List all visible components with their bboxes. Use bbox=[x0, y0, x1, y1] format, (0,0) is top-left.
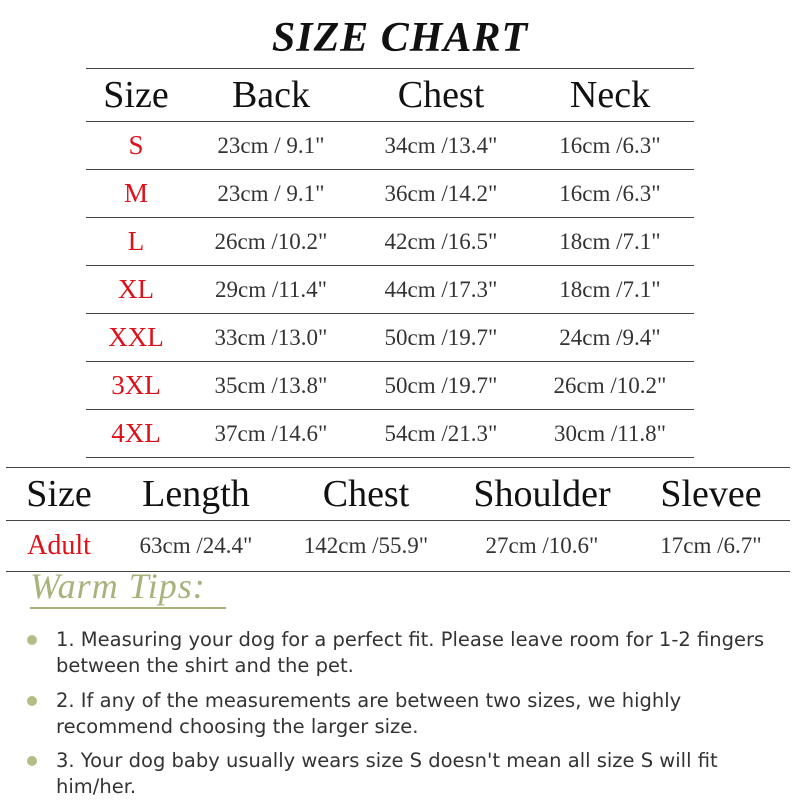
chest-cell: 50cm /19.7" bbox=[356, 362, 526, 410]
table-row bbox=[86, 362, 694, 410]
chest-cell: 36cm /14.2" bbox=[356, 170, 526, 218]
size-label: L bbox=[86, 218, 186, 266]
neck-cell: 16cm /6.3" bbox=[526, 122, 694, 170]
back-cell: 23cm / 9.1" bbox=[186, 170, 356, 218]
shoulder-cell: 27cm /10.6" bbox=[452, 521, 632, 572]
slevee-cell: 17cm /6.7" bbox=[632, 521, 790, 572]
back-cell: 33cm /13.0" bbox=[186, 314, 356, 362]
back-cell: 37cm /14.6" bbox=[186, 410, 356, 458]
length-cell: 63cm /24.4" bbox=[112, 521, 280, 572]
table-row bbox=[6, 521, 790, 572]
column-header-back: Back bbox=[186, 69, 356, 122]
neck-cell: 16cm /6.3" bbox=[526, 170, 694, 218]
table-row bbox=[86, 410, 694, 458]
warm-tips-title: Warm Tips: bbox=[30, 566, 206, 606]
column-header-slevee: Slevee bbox=[632, 468, 790, 521]
dog-size-table bbox=[86, 68, 694, 458]
column-header-size: Size bbox=[86, 69, 186, 122]
back-cell: 35cm /13.8" bbox=[186, 362, 356, 410]
size-label: 3XL bbox=[86, 362, 186, 410]
neck-cell: 26cm /10.2" bbox=[526, 362, 694, 410]
neck-cell: 24cm /9.4" bbox=[526, 314, 694, 362]
chest-cell: 54cm /21.3" bbox=[356, 410, 526, 458]
size-label: XXL bbox=[86, 314, 186, 362]
table-row bbox=[86, 170, 694, 218]
column-header-length: Length bbox=[112, 468, 280, 521]
table-row bbox=[86, 122, 694, 170]
page-title: SIZE CHART bbox=[271, 15, 529, 61]
back-cell: 29cm /11.4" bbox=[186, 266, 356, 314]
table-header-row bbox=[6, 468, 790, 521]
size-label: Adult bbox=[6, 521, 112, 572]
chest-cell: 34cm /13.4" bbox=[356, 122, 526, 170]
table-header-row bbox=[86, 69, 694, 122]
adult-size-table bbox=[6, 467, 790, 572]
chest-cell: 42cm /16.5" bbox=[356, 218, 526, 266]
column-header-neck: Neck bbox=[526, 69, 694, 122]
chest-cell: 50cm /19.7" bbox=[356, 314, 526, 362]
chest-cell: 142cm /55.9" bbox=[280, 521, 452, 572]
back-cell: 26cm /10.2" bbox=[186, 218, 356, 266]
column-header-shoulder: Shoulder bbox=[452, 468, 632, 521]
bullet-icon bbox=[27, 696, 37, 706]
chest-cell: 44cm /17.3" bbox=[356, 266, 526, 314]
tip-item-2: 2. If any of the measurements are between two sizes, we highly recommend choosing the larger size. bbox=[56, 689, 682, 738]
table-row bbox=[86, 314, 694, 362]
neck-cell: 18cm /7.1" bbox=[526, 266, 694, 314]
bullet-icon bbox=[27, 635, 37, 645]
size-label: S bbox=[86, 122, 186, 170]
size-label: XL bbox=[86, 266, 186, 314]
neck-cell: 18cm /7.1" bbox=[526, 218, 694, 266]
tip-item-1: 1. Measuring your dog for a perfect fit. Please leave room for 1-2 fingers between the shirt and the pet. bbox=[56, 628, 765, 677]
neck-cell: 30cm /11.8" bbox=[526, 410, 694, 458]
warm-tips-underline bbox=[30, 607, 226, 609]
table-row bbox=[86, 218, 694, 266]
column-header-chest: Chest bbox=[356, 69, 526, 122]
table-row bbox=[86, 266, 694, 314]
back-cell: 23cm / 9.1" bbox=[186, 122, 356, 170]
size-label: M bbox=[86, 170, 186, 218]
tip-item-3: 3. Your dog baby usually wears size S doesn't mean all size S will fit him/her. bbox=[56, 749, 718, 798]
column-header-chest: Chest bbox=[280, 468, 452, 521]
column-header-size: Size bbox=[6, 468, 112, 521]
bullet-icon bbox=[27, 756, 37, 766]
size-label: 4XL bbox=[86, 410, 186, 458]
